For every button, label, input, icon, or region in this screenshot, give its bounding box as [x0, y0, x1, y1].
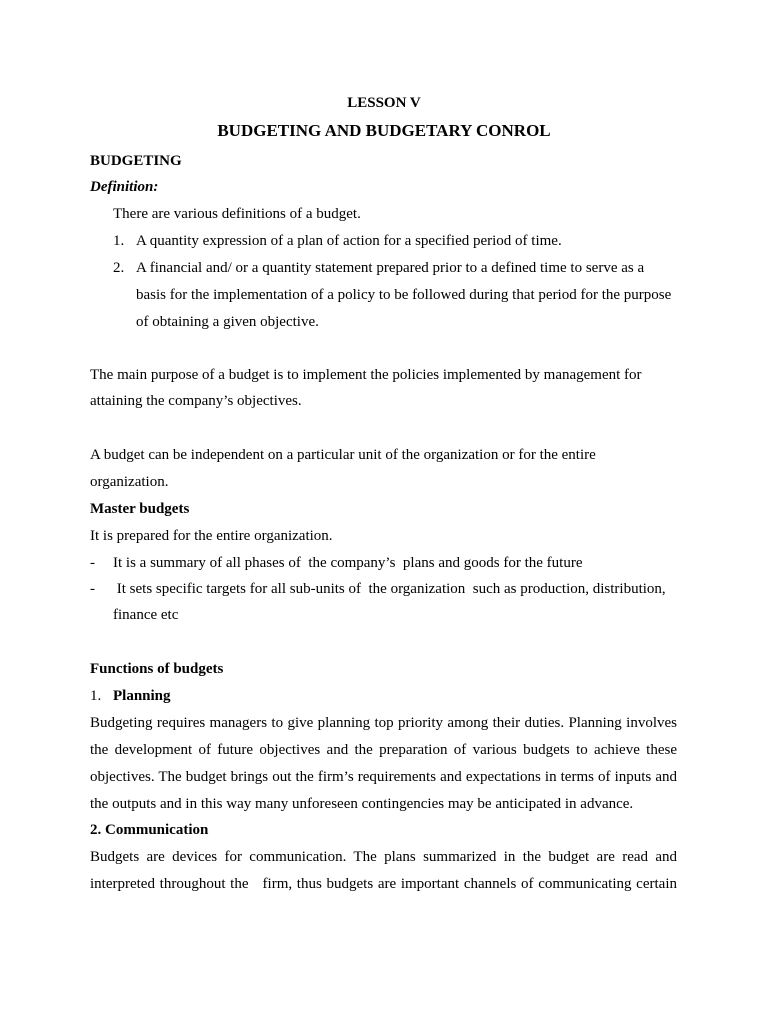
communication-line-2: interpreted throughout the firm, thus budgets are important channels of communicating certain: [90, 876, 677, 892]
lesson-label: LESSON V: [347, 95, 421, 111]
master-budgets-heading: Master budgets: [90, 501, 190, 517]
planning-heading: Planning: [113, 688, 171, 704]
definition-2-line-2: basis for the implementation of a policy to be followed during that period for the purpose: [136, 287, 672, 303]
purpose-line-2: attaining the company’s objectives.: [90, 393, 302, 409]
bullet-2-line-2: finance etc: [113, 607, 179, 623]
master-budgets-intro: It is prepared for the entire organization.: [90, 528, 333, 544]
definition-number-2: 2.: [113, 260, 125, 276]
functions-heading: Functions of budgets: [90, 661, 224, 677]
page-title: BUDGETING AND BUDGETARY CONROL: [217, 121, 551, 140]
planning-line-3: objectives. The budget brings out the firm’s requirements and expectations in terms of inputs and: [90, 769, 677, 785]
section-heading-budgeting: BUDGETING: [90, 153, 182, 169]
definition-2-line-3: of obtaining a given objective.: [136, 314, 319, 330]
definition-number-1: 1.: [113, 233, 125, 249]
bullet-dash-2: -: [90, 581, 95, 597]
purpose-line-1: The main purpose of a budget is to implement the policies implemented by management for: [90, 367, 642, 383]
planning-number: 1.: [90, 688, 102, 704]
communication-line-1: Budgets are devices for communication. The plans summarized in the budget are read and: [90, 849, 677, 865]
definition-2-line-1: A financial and/ or a quantity statement prepared prior to a defined time to serve as a: [136, 260, 645, 276]
bullet-2-line-1: It sets specific targets for all sub-units of the organization such as production, distribution,: [113, 581, 666, 597]
bullet-dash-1: -: [90, 555, 95, 571]
communication-heading: 2. Communication: [90, 822, 209, 838]
bullet-1-line-1: It is a summary of all phases of the company’s plans and goods for the future: [113, 555, 583, 571]
definition-intro: There are various definitions of a budget.: [113, 206, 361, 222]
independent-line-1: A budget can be independent on a particular unit of the organization or for the entire: [90, 447, 596, 463]
planning-line-4: the outputs and in this way many unforeseen contingencies may be anticipated in advance.: [90, 796, 634, 812]
planning-line-2: the development of future objectives and the preparation of various budgets to achieve these: [90, 742, 677, 758]
planning-line-1: Budgeting requires managers to give planning top priority among their duties. Planning involves: [90, 715, 677, 731]
definition-1-line-1: A quantity expression of a plan of action for a specified period of time.: [136, 233, 562, 249]
independent-line-2: organization.: [90, 474, 169, 490]
definition-label: Definition:: [90, 179, 159, 195]
